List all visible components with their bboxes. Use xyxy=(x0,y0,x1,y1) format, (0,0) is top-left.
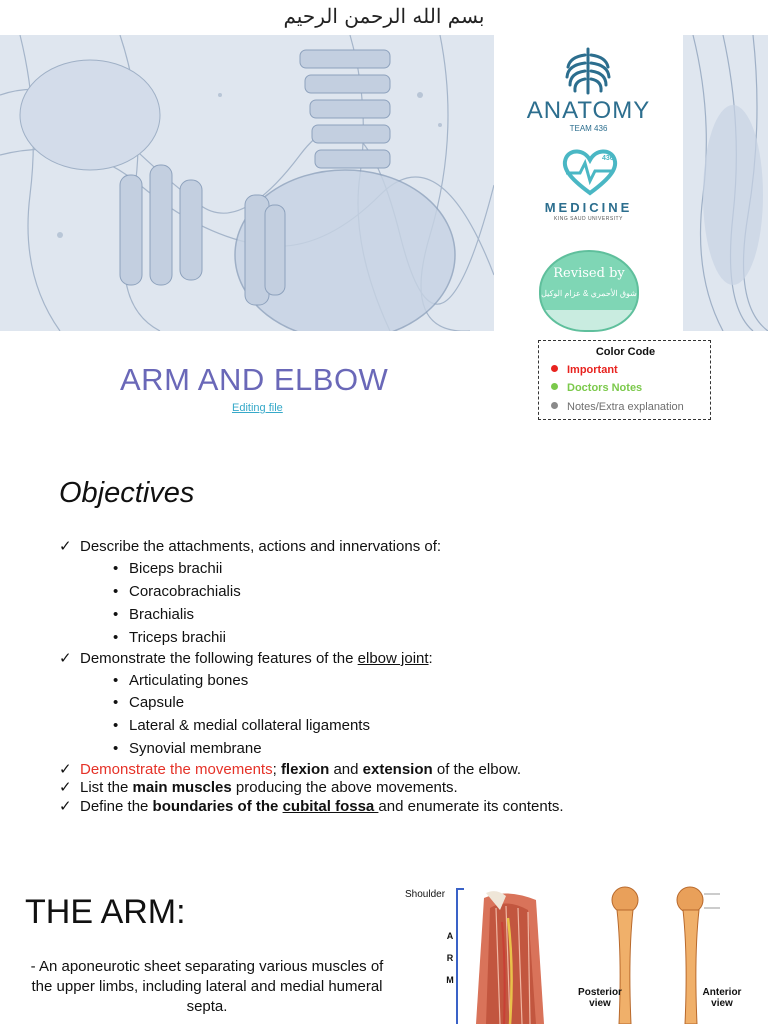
team-label: TEAM 436 xyxy=(569,124,608,133)
checkmark-icon: ✓ xyxy=(59,761,72,778)
green-dot-icon xyxy=(551,383,558,390)
anatomy-illustration-left xyxy=(0,35,494,331)
objective-item-5: ✓ Define the boundaries of the cubital fossa and enumerate its contents. xyxy=(59,798,564,815)
list-item: • Articulating bones xyxy=(113,672,249,689)
logo-panel xyxy=(494,35,683,331)
checkmark-icon: ✓ xyxy=(59,650,72,667)
legend-item-extra: Notes/Extra explanation xyxy=(551,401,684,413)
checkmark-icon: ✓ xyxy=(59,779,72,796)
medicine-badge: 436 xyxy=(602,155,614,162)
basmala-header: بسم الله الرحمن الرحيم xyxy=(283,4,485,28)
objective-item-2: ✓ Demonstrate the following features of the elbow joint: xyxy=(59,650,433,667)
anatomy-logo-text: ANATOMY xyxy=(526,97,651,124)
list-item: • Biceps brachii xyxy=(113,560,223,577)
list-item: • Coracobrachialis xyxy=(113,583,241,600)
list-item: • Capsule xyxy=(113,694,185,711)
university-label: KING SAUD UNIVERSITY xyxy=(554,216,623,222)
list-item: • Brachialis xyxy=(113,606,195,623)
posterior-view-label: Posterior view xyxy=(578,987,622,1009)
grey-dot-icon xyxy=(551,402,558,409)
objective-item-3: ✓ Demonstrate the movements; flexion and extension of the elbow. xyxy=(59,761,522,778)
revised-by-label: Revised by xyxy=(553,266,625,281)
revised-badge xyxy=(539,250,639,332)
arm-heading: THE ARM: xyxy=(25,893,186,931)
checkmark-icon: ✓ xyxy=(59,538,72,555)
objectives-heading: Objectives xyxy=(59,477,195,509)
shoulder-label: Shoulder xyxy=(405,889,446,900)
checkmark-icon: ✓ xyxy=(59,798,72,815)
list-item: • Triceps brachii xyxy=(113,629,226,646)
medicine-logo-text: MEDICINE xyxy=(544,200,633,215)
ribcage-icon xyxy=(562,45,614,97)
arm-bracket xyxy=(455,888,465,1024)
editing-file-link[interactable]: Editing file xyxy=(232,402,283,414)
legend-item-important: Important xyxy=(551,364,618,376)
objective-item-1: ✓ Describe the attachments, actions and innervations of: xyxy=(59,538,442,555)
anatomy-illustration-right xyxy=(683,35,768,331)
page-title: ARM AND ELBOW xyxy=(120,362,389,397)
color-code-legend xyxy=(538,340,711,420)
red-dot-icon xyxy=(551,365,558,372)
arm-muscle-illustration xyxy=(466,888,550,1024)
list-item: • Synovial membrane xyxy=(113,740,262,757)
list-item: • Lateral & medial collateral ligaments xyxy=(113,717,370,734)
objective-item-4: ✓ List the main muscles producing the above movements. xyxy=(59,779,458,796)
legend-item-doctors-notes: Doctors Notes xyxy=(551,382,642,394)
arm-vertical-label: ARM xyxy=(446,931,454,985)
arm-description: - An aponeurotic sheet separating various muscles of the upper limbs, including lateral and medial humeral septa. xyxy=(30,958,384,1015)
color-code-title: Color Code xyxy=(595,346,656,358)
anterior-view-label: Anterior view xyxy=(702,987,742,1009)
revisers-label: شوق الأحمري & عزام الوكيل xyxy=(541,289,637,298)
